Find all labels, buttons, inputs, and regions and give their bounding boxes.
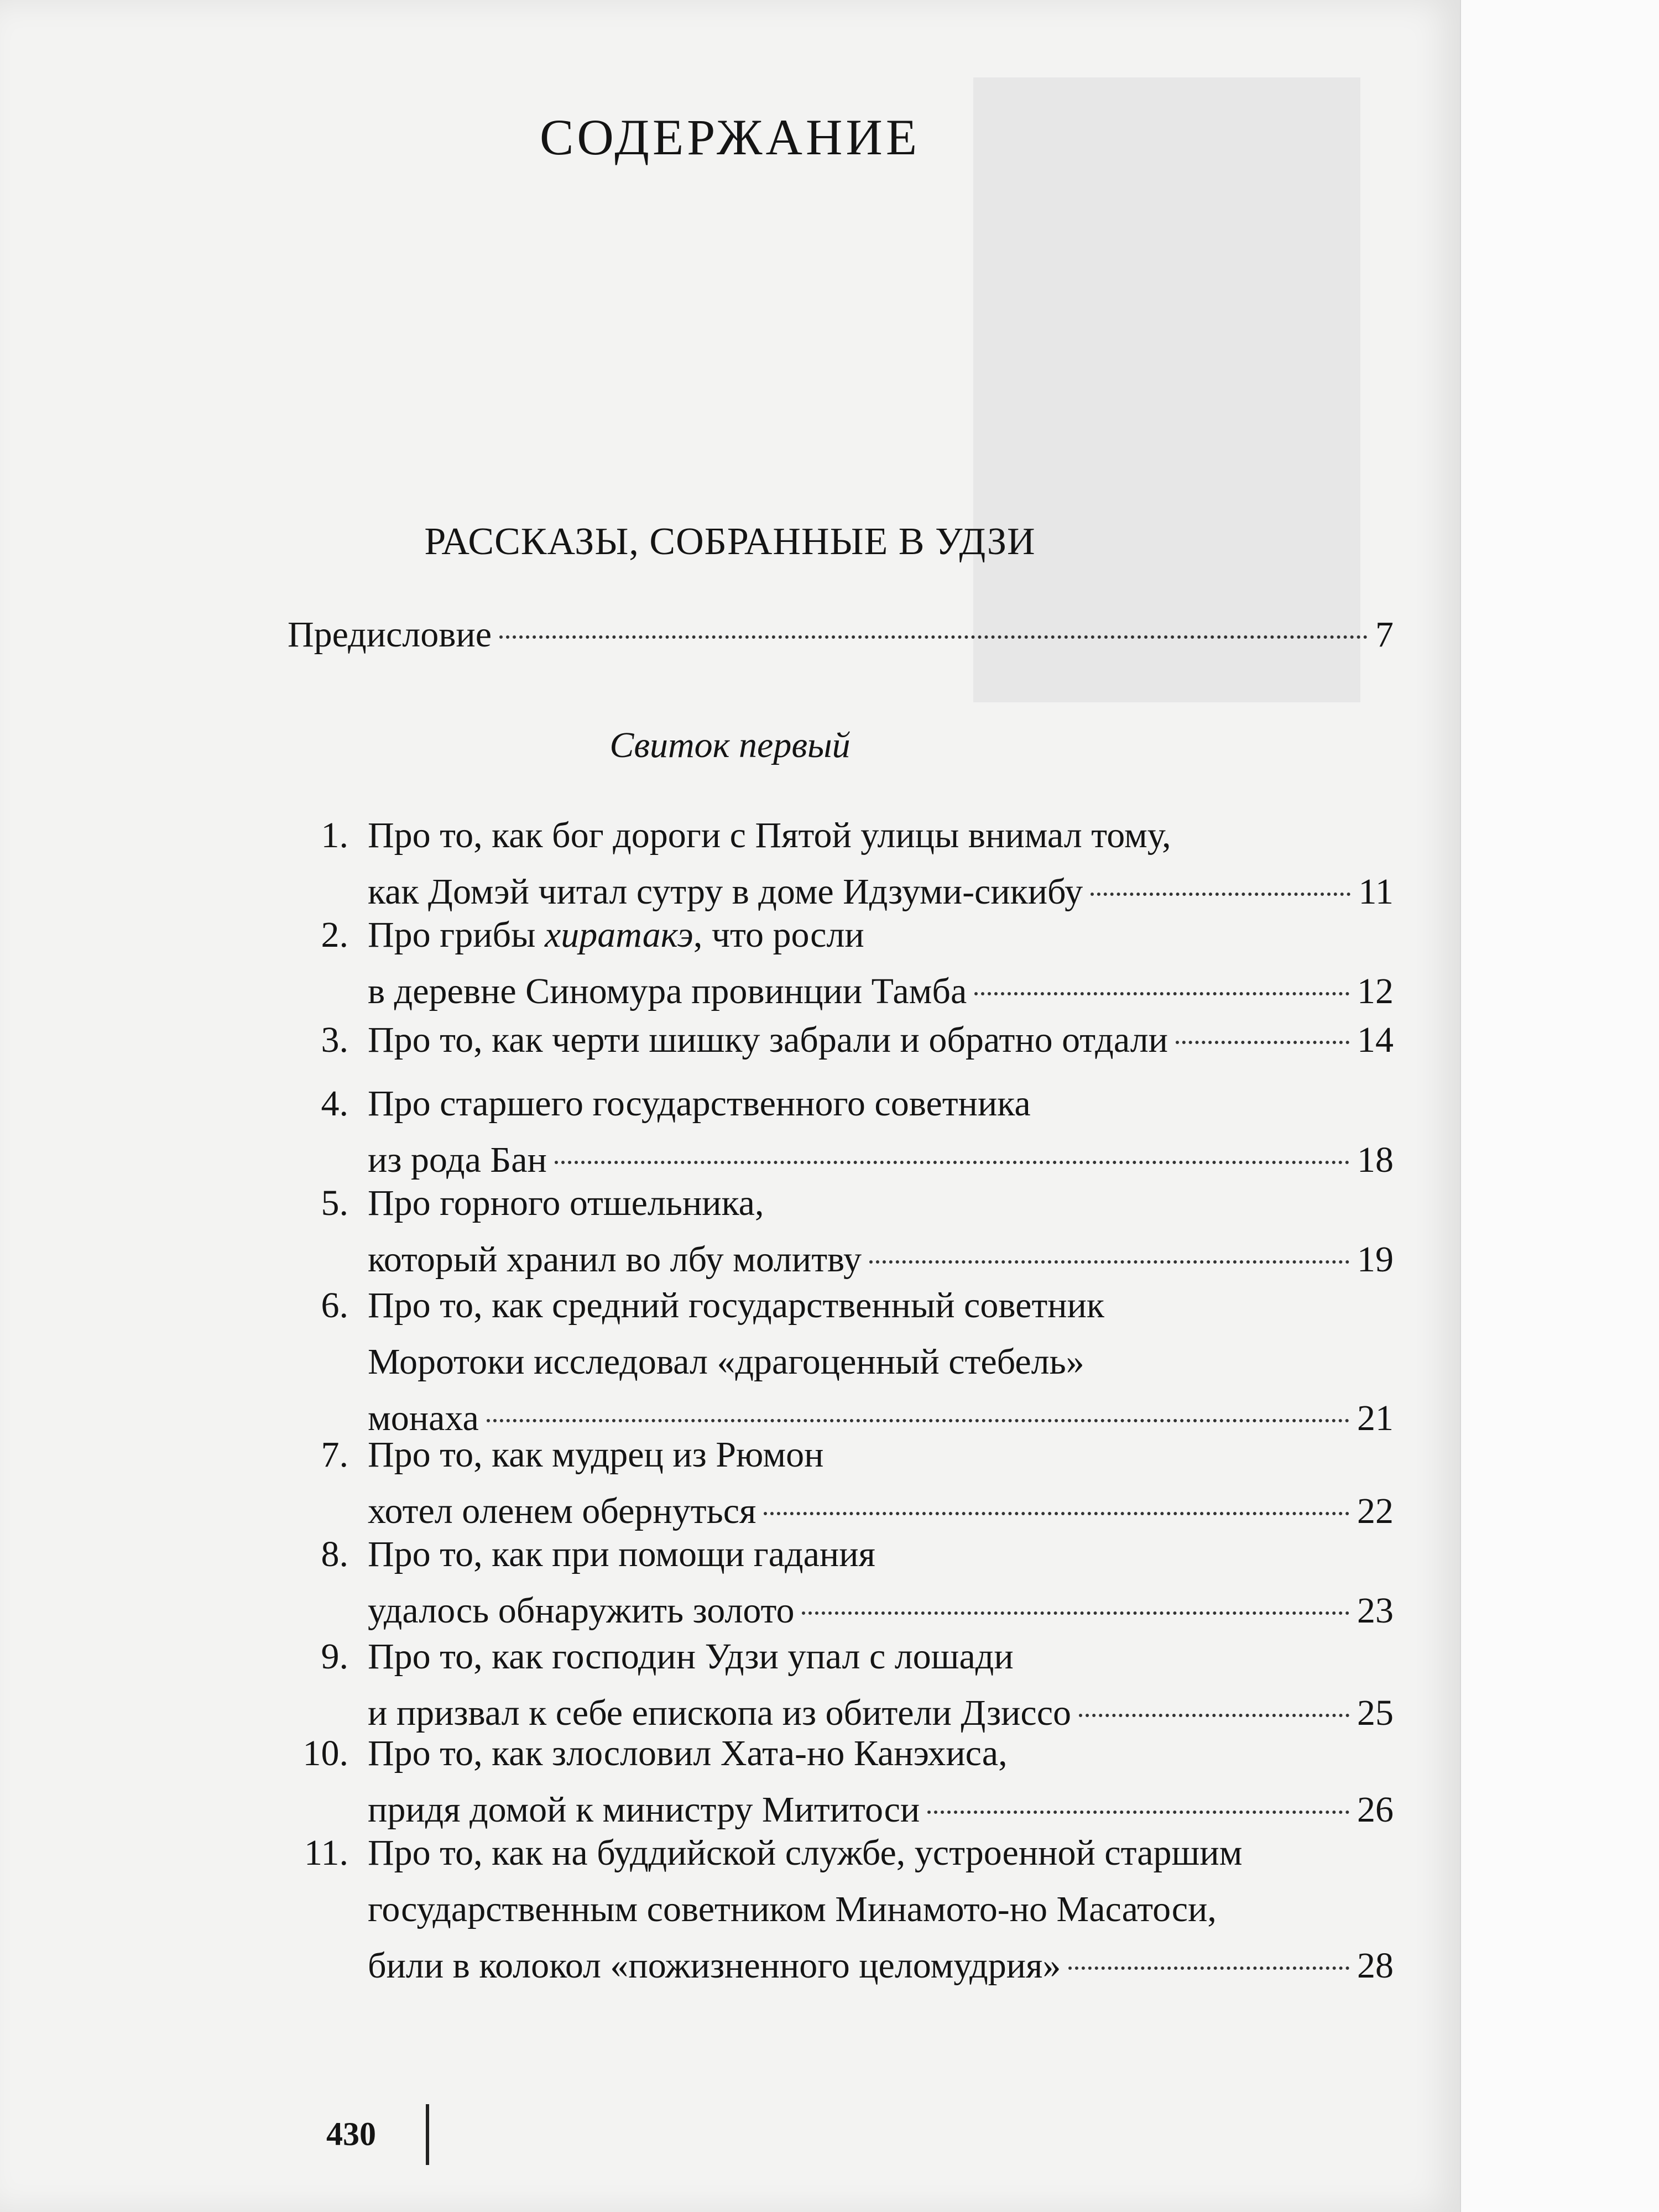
section-title: РАССКАЗЫ, СОБРАННЫЕ В УДЗИ xyxy=(424,520,1036,563)
toc-entry-line-text: в деревне Синомура провинции Тамба xyxy=(368,971,967,1011)
dot-leader xyxy=(802,1611,1349,1615)
toc-entry-number: 11. xyxy=(304,1833,348,1873)
toc-entry-text xyxy=(368,1076,1394,1188)
toc-entry-preface xyxy=(288,614,1394,656)
toc-entry-text xyxy=(368,1012,1394,1068)
toc-entry-line xyxy=(368,1725,1394,1782)
toc-entry-number: 6. xyxy=(321,1285,348,1326)
toc-entry-line-text: Про то, как черти шишку забрали и обратно отдали xyxy=(368,1020,1168,1060)
toc-entry-line-text: Про то, как злословил Хата-но Канэхиса, xyxy=(368,1733,1008,1773)
toc-entry-number: 7. xyxy=(321,1434,348,1475)
toc-entry-line-text: монаха xyxy=(368,1398,479,1438)
page-title: СОДЕРЖАНИЕ xyxy=(539,109,921,165)
toc-entry-text xyxy=(368,1725,1394,1838)
toc-entry-line xyxy=(368,1938,1394,1994)
toc-entry-line-text: Про горного отшельника, xyxy=(368,1183,764,1223)
toc-entry-text xyxy=(368,1175,1394,1288)
toc-entry-line xyxy=(368,1526,1394,1583)
toc-page-number: 14 xyxy=(1357,1020,1394,1060)
toc-page-number: 26 xyxy=(1357,1790,1394,1830)
toc-entry-line-text: Про то, как мудрец из Рюмон xyxy=(368,1434,824,1475)
toc-entry-line xyxy=(368,1175,1394,1232)
toc-page-number: 23 xyxy=(1357,1590,1394,1631)
toc-entry-label: Предисловие xyxy=(288,614,492,655)
toc-entry-line xyxy=(368,907,1394,963)
dot-leader xyxy=(1176,1041,1349,1044)
toc-entry-text xyxy=(368,1277,1394,1447)
toc-entry-line-text: придя домой к министру Мититоси xyxy=(368,1790,920,1830)
toc-entry-line-text: Про грибы хиратакэ, что росли xyxy=(368,915,864,955)
toc-page-number: 25 xyxy=(1357,1693,1394,1733)
toc-entry-line-text: который хранил во лбу молитву xyxy=(368,1239,862,1280)
toc-entry-line-text: из рода Бан xyxy=(368,1140,547,1180)
toc-entry-number: 5. xyxy=(321,1183,348,1223)
toc-entry-text xyxy=(368,907,1394,1020)
toc-entry-line xyxy=(368,1334,1394,1390)
toc-entry-line xyxy=(368,1076,1394,1132)
toc-page-number: 21 xyxy=(1357,1398,1394,1438)
toc-entry-line-text: хотел оленем обернуться xyxy=(368,1491,757,1531)
toc-page-number: 22 xyxy=(1357,1491,1394,1531)
toc-entry-text xyxy=(368,1526,1394,1639)
folio-rule xyxy=(426,2104,429,2165)
toc-entry-line xyxy=(368,807,1394,864)
toc-entry-line-text: удалось обнаружить золото xyxy=(368,1590,795,1631)
scroll-heading: Свиток первый xyxy=(609,725,851,765)
toc-entry-line-text: и призвал к себе епископа из обители Дзиссо xyxy=(368,1693,1071,1733)
dot-leader xyxy=(869,1260,1349,1264)
dot-leader xyxy=(555,1161,1349,1164)
toc-entry-line-text: Моротоки исследовал «драгоценный стебель» xyxy=(368,1342,1084,1382)
toc-entry-line xyxy=(368,1277,1394,1334)
dot-leader xyxy=(1091,893,1350,896)
page-number: 430 xyxy=(326,2116,376,2152)
toc-entry-line-text: били в колокол «пожизненного целомудрия» xyxy=(368,1945,1061,1986)
toc-entry-number: 9. xyxy=(321,1636,348,1677)
toc-entry-number: 10. xyxy=(302,1733,348,1773)
toc-page-number: 12 xyxy=(1357,971,1394,1011)
toc-page-number: 7 xyxy=(1375,614,1394,655)
toc-page-number: 19 xyxy=(1357,1239,1394,1280)
toc-entry-text xyxy=(368,1825,1394,1994)
toc-entry-line xyxy=(368,1825,1394,1881)
toc-entry-line-text: Про то, как господин Удзи упал с лошади xyxy=(368,1636,1014,1677)
facing-page-edge xyxy=(1460,0,1659,2212)
toc-entry-number: 2. xyxy=(321,915,348,955)
toc-page-number: 28 xyxy=(1357,1945,1394,1986)
dot-leader xyxy=(764,1512,1349,1515)
toc-entry-text xyxy=(368,807,1394,920)
dot-leader xyxy=(499,635,1368,639)
show-through-image xyxy=(973,77,1360,702)
toc-entry-line-text: Про то, как бог дороги с Пятой улицы внимал тому, xyxy=(368,815,1171,855)
dot-leader xyxy=(927,1811,1349,1814)
dot-leader xyxy=(487,1419,1349,1422)
toc-entry-text xyxy=(368,1427,1394,1540)
toc-entry-line-text: Про то, как средний государственный советник xyxy=(368,1285,1104,1326)
toc-entry-number: 3. xyxy=(321,1020,348,1060)
dot-leader xyxy=(1068,1966,1349,1970)
toc-entry-line xyxy=(368,1629,1394,1685)
toc-entry-line xyxy=(368,1427,1394,1483)
toc-entry-text xyxy=(368,1629,1394,1741)
toc-entry-line-text: государственным советником Минамото-но Масатоси, xyxy=(368,1889,1217,1929)
toc-entry-line-text: Про то, как на буддийской службе, устроенной старшим xyxy=(368,1833,1243,1873)
toc-entry-line-text: Про то, как при помощи гадания xyxy=(368,1534,875,1574)
toc-entry-line xyxy=(368,1012,1394,1068)
toc-page-number: 11 xyxy=(1358,872,1394,912)
toc-entry-number: 1. xyxy=(321,815,348,855)
toc-entry-number: 8. xyxy=(321,1534,348,1574)
toc-entry-line-text: Про старшего государственного советника xyxy=(368,1083,1031,1124)
dot-leader xyxy=(974,992,1349,995)
dot-leader xyxy=(1079,1714,1349,1717)
toc-entry-line xyxy=(368,963,1394,1020)
toc-entry-line xyxy=(368,1881,1394,1938)
toc-entry-number: 4. xyxy=(321,1083,348,1124)
toc-page-number: 18 xyxy=(1357,1140,1394,1180)
toc-entry-line-text: как Домэй читал сутру в доме Идзуми-сикибу xyxy=(368,872,1083,912)
